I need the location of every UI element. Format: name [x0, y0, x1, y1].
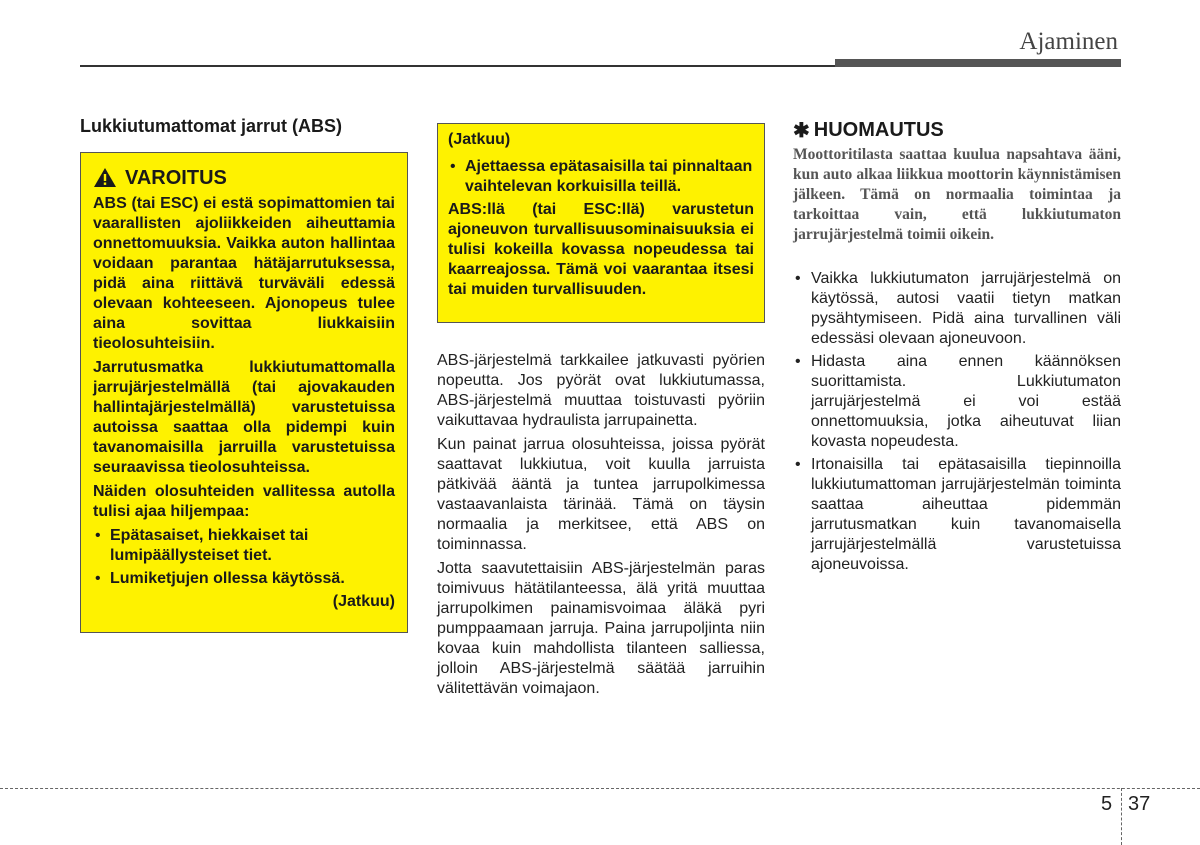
warning-list [448, 157, 754, 197]
column-middle [437, 123, 765, 703]
warning-heading-text: VAROITUS [125, 166, 227, 189]
body-paragraph: Jotta saavutettaisiin ABS-järjestelmän paras toimivuus hätätilanteessa, älä yritä muuttaa jarrupolkimen painamisvoimaa äläkä pyri pumppaamaan jarruja. Paina jarrupoljinta niin kovaa kuin mahdollista tilanteen salliessa, jolloin ABS-järjestelmä säätää jarruihin välitettävän voimajaon. [437, 560, 765, 697]
warning-box-continued [437, 123, 765, 323]
note-list-item: • Irtonaisilla tai epätasaisilla tiepinnoilla lukkiutumattoman jarrujärjestelmän toiminta saattaa aiheuttaa pidemmän jarrutusmatkan kuin tavanomaisella jarrujärjestelmällä varustetuissa ajoneuvoissa. [793, 455, 1121, 575]
continued-label: (Jatkuu) [448, 131, 511, 148]
note-heading-text: HUOMAUTUS [813, 119, 944, 141]
asterisk-icon: ✱ [793, 120, 810, 142]
note-list [793, 269, 1121, 575]
continues-label: (Jatkuu) [332, 593, 395, 610]
section-title: Lukkiutumattomat jarrut (ABS) [80, 116, 343, 136]
section-number: 5 [1101, 793, 1113, 815]
note-heading [793, 118, 1121, 143]
warning-paragraph: ABS:llä (tai ESC:llä) varustetun ajoneuvon turvallisuusominaisuuksia ei tulisi kokeilla kovassa nopeudessa tai kaarreajossa. Tämä voi vaarantaa itsesi tai muiden turvallisuuden. [448, 201, 754, 298]
warning-triangle-icon [93, 167, 117, 188]
column-left [80, 116, 408, 633]
note-list-item: • Vaikka lukkiutumaton jarrujärjestelmä on käytössä, autosi vaatii tietyn matkan pysähtymiseen. Pidä aina turvallinen väli edessäsi olevaan ajoneuvoon. [793, 269, 1121, 349]
warning-list-item: • Lumiketjujen ollessa käytössä. [93, 569, 395, 589]
header-rule-accent [835, 59, 1121, 67]
body-paragraph: Kun painat jarrua olosuhteissa, joissa pyörät saattavat lukkiutua, voit kuulla jarruista pätkivää ääntä ja tuntea jarrupolkimessa vastaavanlaista tärinää. Tämä on täysin normaalia ja merkitsee, että ABS on toiminnassa. [437, 436, 765, 553]
page-number: 37 [1128, 793, 1151, 815]
body-paragraph: ABS-järjestelmä tarkkailee jatkuvasti pyörien nopeutta. Jos pyörät ovat lukkiutumassa, ABS-järjestelmä muuttaa toistuvasti pyöriin vaikuttavaa hydraulista jarrupainetta. [437, 352, 765, 429]
warning-box [80, 152, 408, 633]
header-rule [80, 65, 835, 67]
warning-heading [93, 167, 395, 188]
note-text: Moottoritilasta saattaa kuulua napsahtava ääni, kun auto alkaa liikkua moottorin käynnistämisen jälkeen. Tämä on normaalia toimintaa ja tarkoittaa vain, että lukkiutumaton jarrujärjestelmä toimii oikein. [793, 146, 1121, 243]
column-right [793, 118, 1121, 578]
warning-list-item: • Ajettaessa epätasaisilla tai pinnaltaan vaihtelevan korkuisilla teillä. [448, 157, 754, 197]
footer-divider [1121, 788, 1122, 845]
warning-paragraph: Jarrutusmatka lukkiutumattomalla jarrujärjestelmällä (tai ajovakauden hallintajärjestelmällä) varustetuissa autoissa saattaa olla pidempi kuin tavanomaisilla jarruilla varustetuissa seuraavissa tieolosuhteissa. [93, 359, 395, 476]
warning-list [93, 526, 395, 589]
warning-paragraph: Näiden olosuhteiden vallitessa autolla tulisi ajaa hiljempaa: [93, 483, 395, 520]
warning-list-item: • Epätasaiset, hiekkaiset tai lumipäällysteiset tiet. [93, 526, 395, 566]
warning-paragraph: ABS (tai ESC) ei estä sopimattomien tai vaarallisten ajoliikkeiden aiheuttamia onnettomuuksia. Vaikka auton hallintaa voidaan parantaa hätäjarrutuksessa, pidä aina riittävä turväväli edessä olevaan kohteeseen. Ajonopeus tulee aina sovittaa liukkaisiin tieolosuhteisiin. [93, 195, 395, 352]
chapter-title: Ajaminen [1019, 28, 1118, 55]
footer-rule [0, 788, 1200, 789]
note-list-item: • Hidasta aina ennen käännöksen suorittamista. Lukkiutumaton jarrujärjestelmä ei voi estää onnettomuuksia, jotka aiheutuvat liian kovasta nopeudesta. [793, 352, 1121, 452]
